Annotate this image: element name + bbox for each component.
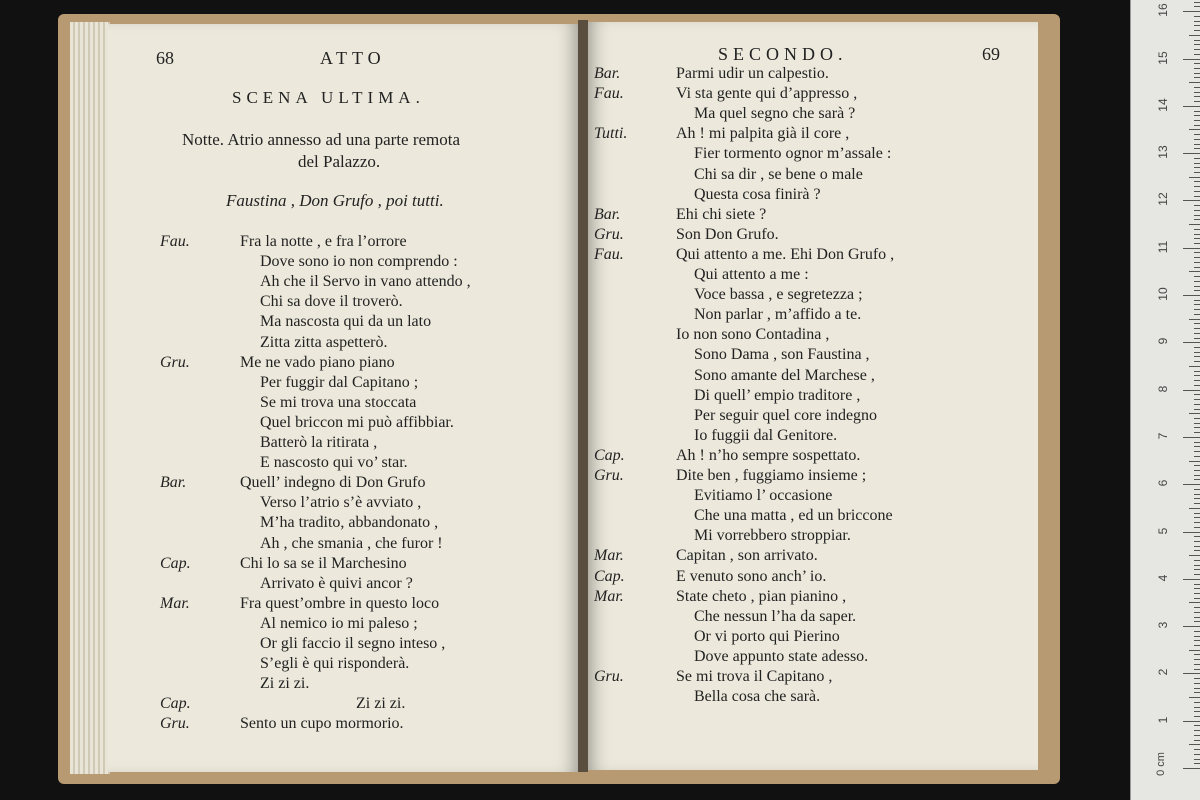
verse-line: Ah ! n’ho sempre sospettato.	[676, 446, 861, 464]
speaker-label: Mar.	[594, 547, 624, 565]
ruler-label: 16	[1156, 3, 1170, 17]
ruler-tick	[1189, 650, 1200, 651]
ruler-tick	[1194, 276, 1200, 277]
ruler-tick	[1183, 59, 1200, 60]
ruler-tick	[1194, 385, 1200, 386]
ruler-tick	[1183, 721, 1200, 722]
ruler-tick	[1194, 503, 1200, 504]
ruler-tick	[1189, 508, 1200, 509]
ruler-label: 3	[1156, 621, 1170, 629]
ruler-tick	[1194, 659, 1200, 660]
ruler-label: 7	[1156, 432, 1170, 440]
stage-direction-line-2: del Palazzo.	[298, 152, 381, 171]
ruler-tick	[1194, 44, 1200, 45]
verse-line: Io fuggii dal Genitore.	[694, 426, 838, 444]
verse-line: Di quell’ empio traditore ,	[694, 386, 861, 404]
ruler-tick	[1194, 21, 1200, 22]
ruler-tick	[1194, 427, 1200, 428]
verse-line: Zitta zitta aspetterò.	[260, 333, 388, 351]
verse-line: Zi zi zi.	[260, 675, 310, 693]
ruler-tick	[1194, 470, 1200, 471]
ruler-tick	[1189, 602, 1200, 603]
ruler-tick	[1194, 286, 1200, 287]
ruler-tick	[1194, 498, 1200, 499]
ruler-tick	[1194, 96, 1200, 97]
ruler-tick	[1194, 763, 1200, 764]
speaker-label: Cap.	[594, 446, 625, 464]
ruler-tick	[1194, 205, 1200, 206]
ruler-tick	[1194, 707, 1200, 708]
cast-line: Faustina , Don Grufo , poi tutti.	[226, 191, 444, 210]
verse-line: Chi sa dove il troverò.	[260, 293, 403, 311]
verse-line: Fra quest’ombre in questo loco	[240, 594, 440, 612]
ruler-tick	[1194, 418, 1200, 419]
ruler-tick	[1194, 669, 1200, 670]
ruler-tick	[1194, 314, 1200, 315]
ruler-tick	[1194, 323, 1200, 324]
ruler-tick	[1194, 77, 1200, 78]
speaker-label: Gru.	[594, 467, 624, 484]
verse-line: Sento un cupo mormorio.	[240, 715, 404, 733]
scene-title: SCENA ULTIMA.	[232, 88, 425, 107]
ruler-label: 1	[1156, 716, 1170, 724]
ruler-tick	[1194, 593, 1200, 594]
speaker-label: Gru.	[160, 715, 190, 733]
right-running-header: SECONDO.	[718, 44, 848, 64]
verse-line: Qui attento a me :	[694, 266, 809, 283]
verse-line: Capitan , son arrivato.	[676, 547, 818, 565]
ruler-tick	[1194, 527, 1200, 528]
ruler-tick	[1194, 475, 1200, 476]
verse-line: Son Don Grufo.	[676, 225, 779, 243]
ruler-tick	[1194, 262, 1200, 263]
ruler-tick	[1189, 744, 1200, 745]
ruler-tick	[1194, 565, 1200, 566]
ruler-unit: 0 cm	[1154, 752, 1167, 776]
verse-line: Ma quel segno che sarà ?	[694, 105, 856, 123]
verse-line: Or vi porto qui Pierino	[694, 627, 840, 645]
ruler-tick	[1194, 210, 1200, 211]
verse-line: Sono Dama , son Faustina ,	[694, 346, 870, 364]
verse-line: Mi vorrebbero stroppiar.	[694, 527, 851, 545]
gutter	[578, 20, 588, 772]
ruler-tick	[1194, 243, 1200, 244]
ruler-tick	[1194, 54, 1200, 55]
left-running-header: ATTO	[320, 48, 386, 68]
ruler-tick	[1183, 390, 1200, 391]
ruler-label: 11	[1156, 240, 1170, 253]
verse-line: Or gli faccio il segno inteso ,	[260, 635, 446, 652]
ruler-tick	[1194, 380, 1200, 381]
ruler-tick	[1189, 413, 1200, 414]
ruler-tick	[1189, 177, 1200, 178]
speaker-label: Tutti.	[594, 125, 628, 143]
ruler-tick	[1183, 437, 1200, 438]
ruler-tick	[1183, 673, 1200, 674]
verse-line: Parmi udir un calpestio.	[676, 65, 829, 82]
ruler-tick	[1194, 196, 1200, 197]
verse-line: Al nemico io mi paleso ;	[260, 614, 418, 632]
ruler-tick	[1194, 574, 1200, 575]
verse-line: Che nessun l’ha da saper.	[694, 607, 857, 625]
verse-line: Batterò la ritirata ,	[260, 434, 378, 451]
ruler-tick	[1194, 631, 1200, 632]
verse-line: Se mi trova una stoccata	[260, 393, 417, 411]
verse-line: Me ne vado piano piano	[240, 353, 395, 371]
ruler-tick	[1194, 513, 1200, 514]
ruler-label: 10	[1156, 287, 1170, 301]
speaker-label: Bar.	[594, 65, 621, 82]
verse-line: Ma nascosta qui da un lato	[260, 313, 432, 331]
ruler-tick	[1194, 640, 1200, 641]
ruler-tick	[1194, 238, 1200, 239]
ruler-tick	[1194, 612, 1200, 613]
ruler-tick	[1194, 30, 1200, 31]
ruler-tick	[1189, 461, 1200, 462]
verse-line: Chi sa dir , se bene o male	[694, 165, 863, 183]
ruler-tick	[1194, 702, 1200, 703]
ruler-tick	[1183, 579, 1200, 580]
ruler-tick	[1194, 300, 1200, 301]
speaker-label: Bar.	[160, 474, 187, 492]
verse-line: Ah ! mi palpita già il core ,	[676, 125, 850, 143]
ruler-tick	[1194, 120, 1200, 121]
speaker-label: Cap.	[160, 554, 191, 572]
verse-line: Dove appunto state adesso.	[694, 647, 869, 665]
ruler-tick	[1194, 167, 1200, 168]
ruler-tick	[1194, 309, 1200, 310]
ruler-tick	[1194, 290, 1200, 291]
verse-line: Questa cosa finirà ?	[694, 185, 821, 203]
ruler-tick	[1194, 442, 1200, 443]
verse-line: State cheto , pian pianino ,	[676, 587, 847, 605]
ruler-tick	[1194, 711, 1200, 712]
ruler-tick	[1194, 536, 1200, 537]
verse-line: Vi sta gente qui d’appresso ,	[676, 85, 858, 103]
ruler-label: 15	[1156, 50, 1170, 65]
verse-line: M’ha tradito, abbandonato ,	[260, 514, 439, 532]
ruler-tick	[1194, 541, 1200, 542]
ruler-tick	[1194, 92, 1200, 93]
ruler-label: 14	[1156, 98, 1170, 112]
ruler-tick	[1183, 200, 1200, 201]
ruler-tick	[1189, 35, 1200, 36]
speaker-label: Cap.	[594, 567, 625, 585]
speaker-label: Gru.	[594, 668, 624, 685]
verse-line: Voce bassa , e segretezza ;	[694, 286, 863, 304]
ruler-tick	[1194, 522, 1200, 523]
ruler-tick	[1194, 517, 1200, 518]
ruler-tick	[1194, 40, 1200, 41]
verse-line: E nascosto qui vo’ star.	[260, 454, 408, 472]
ruler-tick	[1194, 101, 1200, 102]
ruler-tick	[1194, 621, 1200, 622]
ruler-tick	[1194, 399, 1200, 400]
speaker-label: Fau.	[160, 233, 190, 250]
ruler-tick	[1194, 754, 1200, 755]
ruler-tick	[1183, 248, 1200, 249]
ruler-tick	[1194, 394, 1200, 395]
ruler-tick	[1194, 267, 1200, 268]
verse-line: Fier tormento ognor m’assale :	[694, 145, 892, 163]
ruler-tick	[1194, 645, 1200, 646]
speaker-label: Gru.	[594, 225, 624, 243]
ruler-tick	[1183, 484, 1200, 485]
verse-line: Bella cosa che sarà.	[694, 688, 821, 706]
ruler-tick	[1183, 11, 1200, 12]
ruler-tick	[1194, 683, 1200, 684]
verse-line: Quell’ indegno di Don Grufo	[240, 474, 426, 492]
verse-line: Qui attento a me. Ehi Don Grufo ,	[676, 245, 895, 263]
ruler-tick	[1194, 229, 1200, 230]
verse-line: Dite ben , fuggiamo insieme ;	[676, 467, 867, 484]
ruler-tick	[1194, 125, 1200, 126]
ruler-tick	[1189, 271, 1200, 272]
speaker-label: Gru.	[160, 353, 190, 371]
ruler-tick	[1194, 111, 1200, 112]
ruler-tick	[1194, 584, 1200, 585]
ruler-tick	[1194, 252, 1200, 253]
verse-line: Ehi chi siete ?	[676, 205, 767, 223]
verse-line: Quel briccon mi può affibbiar.	[260, 413, 454, 431]
verse-line: Zi zi zi.	[356, 695, 406, 713]
verse-line: Verso l’atrio s’è avviato ,	[260, 494, 422, 512]
ruler-tick	[1194, 465, 1200, 466]
ruler-tick	[1189, 697, 1200, 698]
ruler-tick	[1194, 144, 1200, 145]
ruler-tick	[1194, 191, 1200, 192]
ruler-tick	[1194, 560, 1200, 561]
ruler-tick	[1194, 588, 1200, 589]
ruler-tick	[1183, 295, 1200, 296]
ruler-tick	[1194, 546, 1200, 547]
ruler-tick	[1194, 215, 1200, 216]
verse-line: Se mi trova il Capitano ,	[676, 668, 833, 685]
ruler-tick	[1194, 333, 1200, 334]
ruler-tick	[1194, 234, 1200, 235]
speaker-label: Cap.	[160, 695, 191, 713]
right-page-number: 69	[982, 44, 1000, 64]
ruler-tick	[1194, 664, 1200, 665]
speaker-label: Mar.	[594, 587, 624, 605]
ruler-label: 6	[1156, 479, 1170, 487]
ruler-tick	[1194, 63, 1200, 64]
ruler-label: 9	[1156, 337, 1170, 345]
ruler-label: 13	[1156, 145, 1170, 159]
ruler-tick	[1189, 555, 1200, 556]
speaker-label: Mar.	[160, 594, 190, 612]
ruler-tick	[1194, 432, 1200, 433]
ruler-tick	[1194, 749, 1200, 750]
ruler-tick	[1194, 172, 1200, 173]
ruler-tick	[1194, 68, 1200, 69]
verse-line: Dove sono io non comprendo :	[260, 253, 458, 271]
ruler-tick	[1194, 423, 1200, 424]
ruler-tick	[1194, 361, 1200, 362]
ruler-label: 5	[1156, 527, 1170, 534]
verse-line: Che una matta , ed un briccone	[694, 507, 893, 525]
ruler-tick	[1194, 304, 1200, 305]
ruler-tick	[1194, 716, 1200, 717]
verse-line: Chi lo sa se il Marchesino	[240, 554, 407, 572]
ruler-tick	[1189, 82, 1200, 83]
ruler-tick	[1194, 347, 1200, 348]
ruler-tick	[1194, 338, 1200, 339]
ruler-tick	[1189, 129, 1200, 130]
verse-line: Ah che il Servo in vano attendo ,	[260, 273, 471, 291]
ruler-tick	[1194, 158, 1200, 159]
stage-direction-line-1: Notte. Atrio annesso ad una parte remota	[182, 130, 461, 149]
verse-line: Io non sono Contadina ,	[676, 326, 830, 344]
verse-line: E venuto sono anch’ io.	[676, 567, 827, 585]
ruler-tick	[1194, 181, 1200, 182]
ruler-tick	[1194, 186, 1200, 187]
ruler-tick	[1194, 375, 1200, 376]
ruler-tick	[1194, 692, 1200, 693]
ruler-tick	[1194, 688, 1200, 689]
ruler-tick	[1194, 148, 1200, 149]
ruler-tick	[1194, 740, 1200, 741]
ruler-tick	[1194, 409, 1200, 410]
verse-line: S’egli è qui risponderà.	[260, 655, 410, 673]
verse-line: Sono amante del Marchese ,	[694, 366, 875, 384]
ruler-label: 8	[1156, 385, 1170, 392]
ruler-tick	[1194, 257, 1200, 258]
speaker-label: Bar.	[594, 205, 621, 223]
ruler-tick	[1194, 451, 1200, 452]
page-edges	[70, 22, 110, 774]
ruler-tick	[1194, 598, 1200, 599]
ruler-tick	[1194, 489, 1200, 490]
ruler-tick	[1189, 319, 1200, 320]
ruler-tick	[1194, 115, 1200, 116]
ruler-tick	[1183, 626, 1200, 627]
ruler-tick	[1194, 617, 1200, 618]
ruler-label: 2	[1156, 669, 1170, 676]
ruler-tick	[1194, 49, 1200, 50]
verse-line: Evitiamo l’ occasione	[694, 487, 833, 505]
left-page-number: 68	[156, 48, 174, 68]
ruler-tick	[1194, 725, 1200, 726]
ruler-tick	[1194, 607, 1200, 608]
verse-line: Per seguir quel core indegno	[694, 406, 878, 424]
ruler-tick	[1194, 73, 1200, 74]
ruler-tick	[1194, 6, 1200, 7]
ruler-tick	[1189, 366, 1200, 367]
ruler-tick	[1194, 636, 1200, 637]
ruler-tick	[1194, 759, 1200, 760]
ruler-tick	[1194, 550, 1200, 551]
ruler-tick	[1194, 404, 1200, 405]
ruler-tick	[1183, 342, 1200, 343]
ruler-tick	[1183, 106, 1200, 107]
ruler-tick	[1194, 281, 1200, 282]
ruler-tick	[1194, 654, 1200, 655]
speaker-label: Fau.	[594, 85, 624, 103]
ruler-tick	[1194, 163, 1200, 164]
ruler-tick	[1194, 25, 1200, 26]
ruler-tick	[1183, 532, 1200, 533]
ruler-tick	[1194, 735, 1200, 736]
ruler-tick	[1189, 224, 1200, 225]
ruler-tick	[1194, 569, 1200, 570]
ruler-tick	[1194, 139, 1200, 140]
measuring-ruler	[1130, 0, 1200, 800]
right-page	[588, 22, 1038, 770]
verse-line: Non parlar , m’affido a te.	[694, 306, 862, 324]
ruler-label: 4	[1156, 574, 1170, 582]
ruler-tick	[1194, 456, 1200, 457]
left-page	[108, 24, 578, 772]
speaker-label: Fau.	[594, 245, 624, 263]
ruler-tick	[1194, 219, 1200, 220]
ruler-tick	[1194, 494, 1200, 495]
ruler-tick	[1194, 678, 1200, 679]
verse-line: Per fuggir dal Capitano ;	[260, 373, 419, 391]
ruler-tick	[1194, 446, 1200, 447]
ruler-tick	[1194, 479, 1200, 480]
verse-line: Fra la notte , e fra l’orrore	[240, 233, 407, 250]
ruler-tick	[1194, 328, 1200, 329]
verse-line: Arrivato è quivi ancor ?	[260, 574, 413, 592]
ruler-tick	[1183, 768, 1200, 769]
ruler-label: 12	[1156, 192, 1170, 207]
ruler-tick	[1194, 2, 1200, 3]
ruler-tick	[1183, 153, 1200, 154]
ruler-tick	[1194, 87, 1200, 88]
ruler-tick	[1194, 730, 1200, 731]
ruler-tick	[1194, 352, 1200, 353]
ruler-tick	[1194, 134, 1200, 135]
verse-line: Ah , che smania , che furor !	[260, 534, 443, 552]
ruler-tick	[1194, 356, 1200, 357]
ruler-tick	[1194, 16, 1200, 17]
ruler-tick	[1194, 371, 1200, 372]
